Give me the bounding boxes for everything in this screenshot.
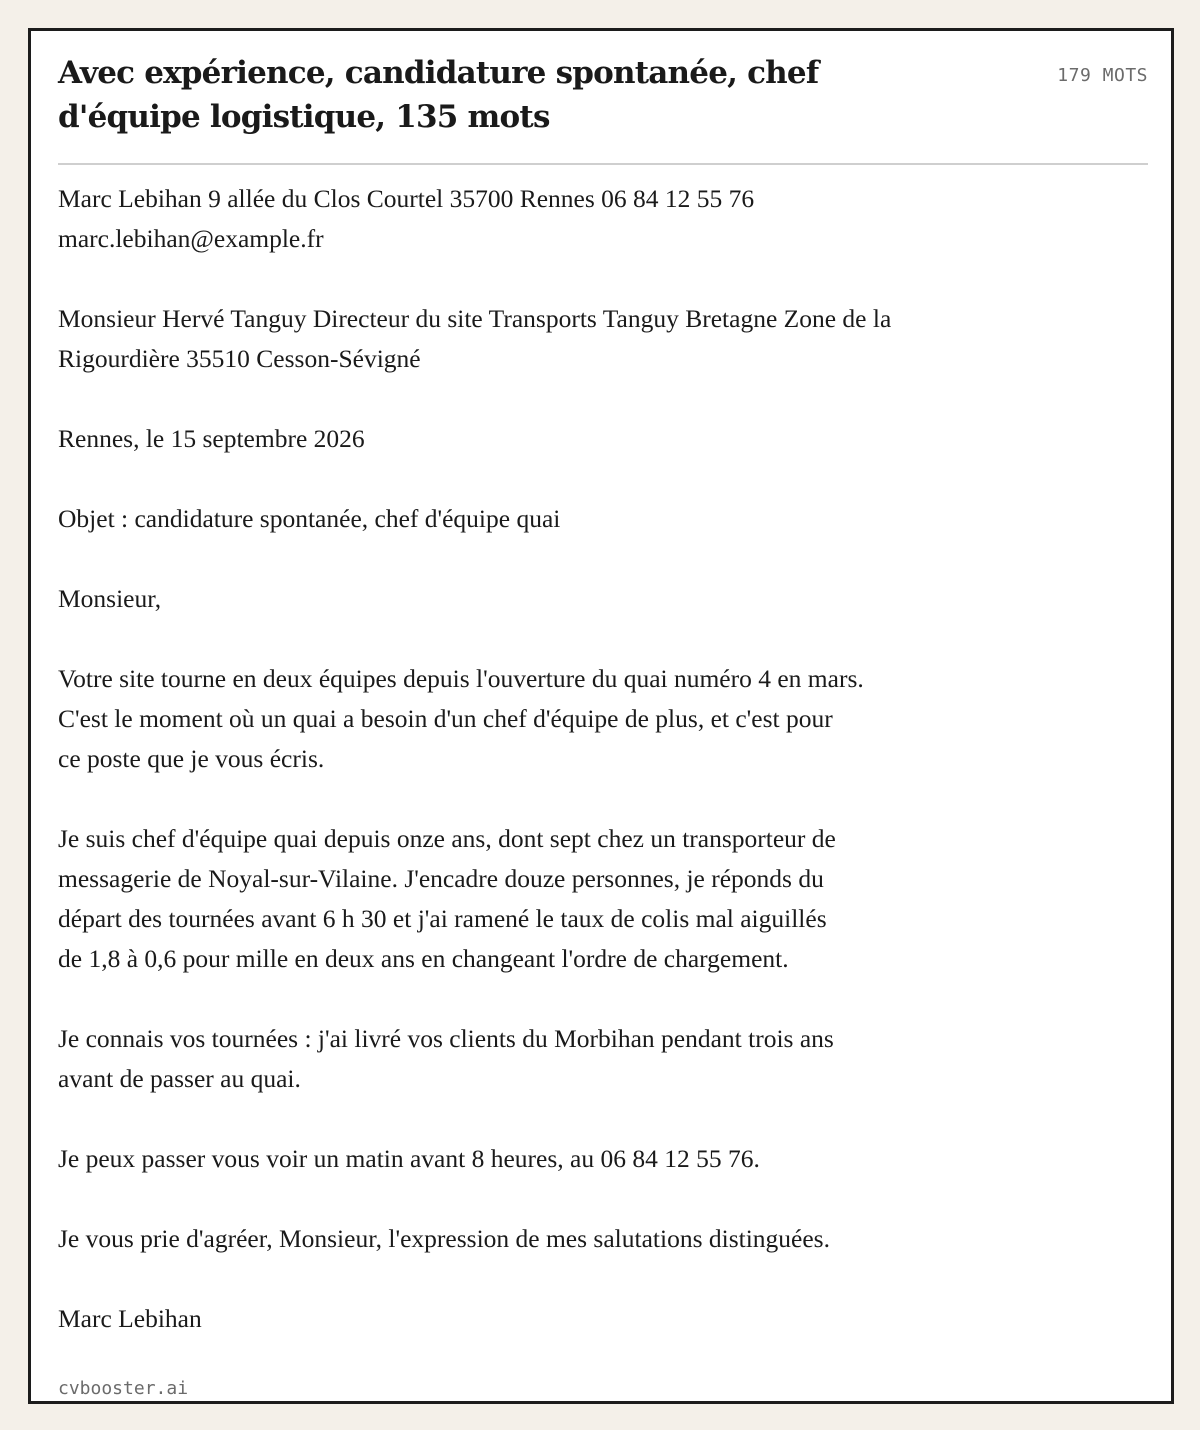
- recipient-line: Monsieur Hervé Tanguy Directeur du site Transports Tanguy Bretagne Zone de la: [58, 304, 892, 333]
- paragraph-line: Je peux passer vous voir un matin avant 8 heures, au 06 84 12 55 76.: [58, 1144, 760, 1173]
- paragraph-line: Votre site tourne en deux équipes depuis l'ouverture du quai numéro 4 en mars.: [58, 664, 864, 693]
- sender-line: Marc Lebihan 9 allée du Clos Courtel 35700 Rennes 06 84 12 55 76: [58, 184, 755, 213]
- letter-subject: [58, 499, 1058, 539]
- paragraph-line: ce poste que je vous écris.: [58, 744, 325, 773]
- signature: [58, 1299, 1058, 1339]
- signature-text: Marc Lebihan: [58, 1304, 202, 1333]
- recipient-line: Rigourdière 35510 Cesson-Sévigné: [58, 344, 421, 373]
- paragraph-2: [58, 819, 1058, 979]
- paragraph-line: départ des tournées avant 6 h 30 et j'ai ramené le taux de colis mal aiguillés: [58, 904, 827, 933]
- subject-text: Objet : candidature spontanée, chef d'équipe quai: [58, 504, 561, 533]
- closing-formula: [58, 1219, 1058, 1259]
- letter-salutation: [58, 579, 1058, 619]
- date-text: Rennes, le 15 septembre 2026: [58, 424, 365, 453]
- letter-header: [58, 51, 1148, 165]
- recipient-block: [58, 299, 1058, 379]
- letter-card: [28, 28, 1174, 1404]
- title-line: Avec expérience, candidature spontanée, chef: [58, 55, 819, 91]
- word-count-badge: 179 MOTS: [1057, 65, 1148, 86]
- letter-body: [58, 179, 1058, 1339]
- title-line: d'équipe logistique, 135 mots: [58, 99, 550, 135]
- paragraph-line: Je connais vos tournées : j'ai livré vos clients du Morbihan pendant trois ans: [58, 1024, 834, 1053]
- paragraph-line: C'est le moment où un quai a besoin d'un chef d'équipe de plus, et c'est pour: [58, 704, 833, 733]
- paragraph-line: avant de passer au quai.: [58, 1064, 301, 1093]
- page-title: [58, 51, 938, 139]
- paragraph-3: [58, 1019, 1058, 1099]
- closing-text: Je vous prie d'agréer, Monsieur, l'expression de mes salutations distinguées.: [58, 1224, 830, 1253]
- sender-email: marc.lebihan@example.fr: [58, 224, 324, 253]
- paragraph-4: [58, 1139, 1058, 1179]
- salutation-text: Monsieur,: [58, 584, 162, 613]
- paragraph-1: [58, 659, 1058, 779]
- paragraph-line: Je suis chef d'équipe quai depuis onze ans, dont sept chez un transporteur de: [58, 824, 836, 853]
- letter-date: [58, 419, 1058, 459]
- sender-block: [58, 179, 1058, 259]
- paragraph-line: de 1,8 à 0,6 pour mille en deux ans en changeant l'ordre de chargement.: [58, 944, 789, 973]
- brand-footer: cvbooster.ai: [58, 1378, 189, 1399]
- paragraph-line: messagerie de Noyal-sur-Vilaine. J'encadre douze personnes, je réponds du: [58, 864, 824, 893]
